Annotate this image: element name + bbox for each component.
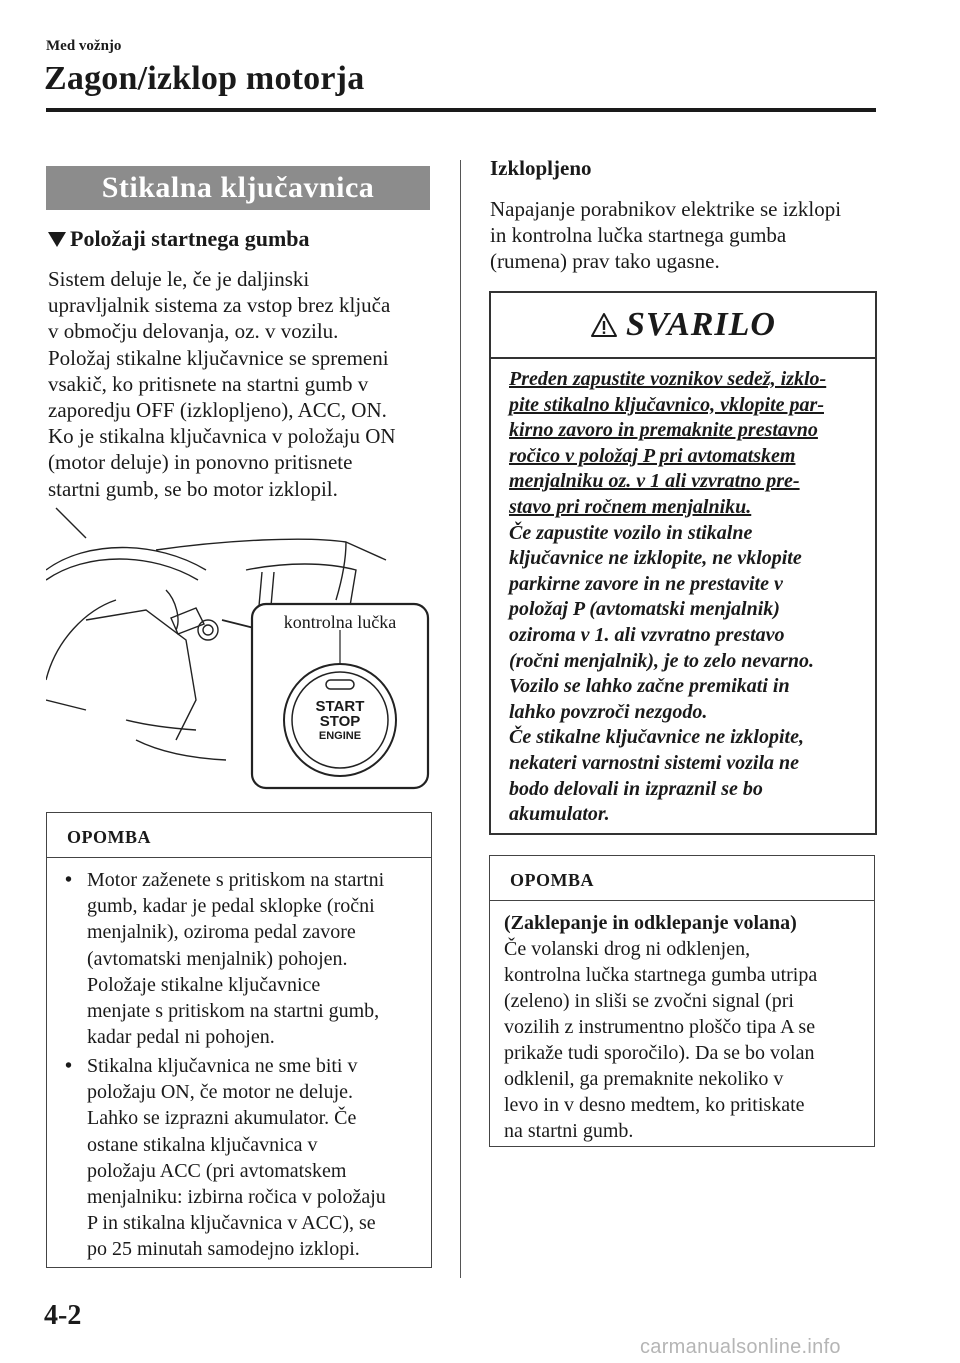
warning-line: oziroma v 1. ali vzvratno prestavo xyxy=(509,623,785,646)
text-line: (zeleno) in sliši se zvočni signal (pri xyxy=(504,990,794,1012)
warning-line: Če stikalne ključavnice ne izklopite, xyxy=(509,726,804,749)
text-line: po 25 minutah samodejno izklopi. xyxy=(87,1238,360,1261)
page-number: 4-2 xyxy=(44,1300,82,1331)
bullet-icon: • xyxy=(65,1055,73,1077)
text-line: prikaže tudi sporočilo). Da se bo volan xyxy=(504,1042,815,1064)
text-line: odklenil, ga premaknite nekoliko v xyxy=(504,1068,784,1090)
text-line: upravljalnik sistema za vstop brez ključa xyxy=(48,293,391,318)
text-line: položaju ACC (pri avtomatskem xyxy=(87,1159,347,1182)
right-paragraph xyxy=(490,196,880,275)
note-rule xyxy=(490,900,874,901)
warning-line: bodo delovali in izpraznil se bo xyxy=(509,777,763,800)
text-line: kontrolna lučka startnega gumba utripa xyxy=(504,964,818,986)
right-heading: Izklopljeno xyxy=(490,156,592,180)
note-rule xyxy=(47,857,431,858)
text-line: (motor deluje) in ponovno pritisnete xyxy=(48,450,353,475)
warning-title: SVARILO xyxy=(626,306,776,343)
start-button-illustration xyxy=(46,500,430,790)
text-line: ostane stikalna ključavnica v xyxy=(87,1133,318,1156)
note-subtitle: (Zaklepanje in odklepanje volana) xyxy=(504,912,797,934)
column-shroud xyxy=(86,610,196,740)
subheading xyxy=(48,226,310,252)
warning-line-underlined: Preden zapustite voznikov sedež, izklo- xyxy=(509,368,827,390)
warning-triangle-icon xyxy=(590,312,618,338)
note-box-left xyxy=(46,812,432,1268)
subheading-text: Položaji startnega gumba xyxy=(70,226,310,251)
note-item xyxy=(65,867,421,1050)
text-line: Motor zaženete s pritiskom na startni xyxy=(87,869,385,891)
warning-line-underlined: kirno zavoro in premaknite prestavno xyxy=(509,419,818,442)
text-line: Položaj stikalne ključavnice se spremeni xyxy=(48,345,389,370)
text-line: menjalniku: izbirna ročica v položaju xyxy=(87,1186,386,1209)
steering-wheel-rim-inner xyxy=(46,559,198,580)
text-line: položaju ON, če motor ne deluje. xyxy=(87,1081,354,1104)
button-text-start: START xyxy=(315,698,365,715)
section-label: Med vožnjo xyxy=(46,38,122,54)
warning-line-underlined: ročico v položaj P pri avtomatskem xyxy=(509,444,796,467)
note-item xyxy=(65,1053,421,1263)
warning-line: akumulator. xyxy=(509,803,610,826)
text-line: Ko je stikalna ključavnica v položaju ON xyxy=(48,424,396,449)
text-line: Lahko se izprazni akumulator. Če xyxy=(87,1107,357,1130)
warning-box xyxy=(489,291,877,835)
section-banner: Stikalna ključavnica xyxy=(46,166,430,210)
triangle-bullet-icon xyxy=(48,232,66,247)
page-title: Zagon/izklop motorja xyxy=(44,60,365,97)
text-line: Položaje stikalne ključavnice xyxy=(87,973,321,996)
warning-line: Vozilo se lahko začne premikati in xyxy=(509,675,790,698)
text-line: Napajanje porabnikov elektrike se izklopi xyxy=(490,197,842,221)
text-line: levo in v desno medtem, ko pritiskate xyxy=(504,1094,805,1116)
text-line: P in stikalna ključavnica v ACC), se xyxy=(87,1212,376,1235)
note-title: OPOMBA xyxy=(67,827,151,847)
text-line: gumb, kadar je pedal sklopke (ročni xyxy=(87,895,375,918)
text-line: kadar pedal ni pohojen. xyxy=(87,1026,275,1049)
button-text-stop: STOP xyxy=(319,713,361,730)
text-line: v območju delovanja, oz. v vozilu. xyxy=(48,319,339,344)
text-line: menjate s pritiskom na startni gumb, xyxy=(87,1000,380,1023)
text-line: Sistem deluje le, če je daljinski xyxy=(48,267,310,291)
warning-line: parkirne zavore in ne prestavite v xyxy=(509,572,783,595)
note-box-right xyxy=(489,855,875,1147)
warning-header xyxy=(491,293,875,359)
start-button-small-icon xyxy=(198,620,218,640)
warning-line-underlined: stavo pri ročnem menjalniku. xyxy=(509,495,752,518)
note-content xyxy=(504,910,866,1144)
warning-line: ključavnice ne izklopite, ne vklopite xyxy=(509,547,802,570)
warning-line: položaj P (avtomatski menjalnik) xyxy=(509,598,780,621)
column-divider xyxy=(460,160,461,1278)
dash-edge xyxy=(336,542,346,600)
title-rule xyxy=(46,108,876,112)
indicator-light-icon xyxy=(326,680,354,689)
text-line: Stikalna ključavnica ne sme biti v xyxy=(87,1055,358,1077)
text-line: startni gumb, se bo motor izklopil. xyxy=(48,476,338,501)
text-line: vozilih z instrumentno ploščo tipa A se xyxy=(504,1016,816,1038)
text-line: (rumena) prav tako ugasne. xyxy=(490,249,720,274)
text-line: zaporedju OFF (izklopljeno), ACC, ON. xyxy=(48,398,387,423)
note-title: OPOMBA xyxy=(510,870,594,890)
text-line: (avtomatski menjalnik) pohojen. xyxy=(87,947,348,970)
warning-line: Če zapustite vozilo in stikalne xyxy=(509,521,753,544)
stalk xyxy=(171,608,204,634)
warning-line-underlined: menjalniku oz. v 1 ali vzvratno pre- xyxy=(509,470,800,493)
callout-label: kontrolna lučka xyxy=(283,612,397,632)
dashboard-top xyxy=(156,539,386,560)
warning-line: nekateri varnostni sistemi vozila ne xyxy=(509,751,800,774)
steering-wheel-lower xyxy=(46,600,116,680)
text-line: vsakič, ko pritisnete na startni gumb v xyxy=(48,371,369,396)
bullet-icon: • xyxy=(65,869,73,891)
watermark: carmanualsonline.info xyxy=(640,1336,841,1358)
button-text-engine: ENGINE xyxy=(318,730,362,742)
text-line: na startni gumb. xyxy=(504,1120,634,1142)
warning-text xyxy=(509,367,869,828)
text-line: Če volanski drog ni odklenjen, xyxy=(504,938,751,960)
warning-line: (ročni menjalnik), je to zelo nevarno. xyxy=(509,649,814,672)
intro-paragraph xyxy=(48,266,438,502)
warning-line-underlined: pite stikalno ključavnico, vklopite par- xyxy=(509,393,824,416)
text-line: menjalnik), oziroma pedal zavore xyxy=(87,921,356,944)
text-line: in kontrolna lučka startnega gumba xyxy=(490,223,787,248)
warning-line: lahko povzroči nezgodo. xyxy=(509,700,708,723)
wheel-line xyxy=(56,508,86,538)
